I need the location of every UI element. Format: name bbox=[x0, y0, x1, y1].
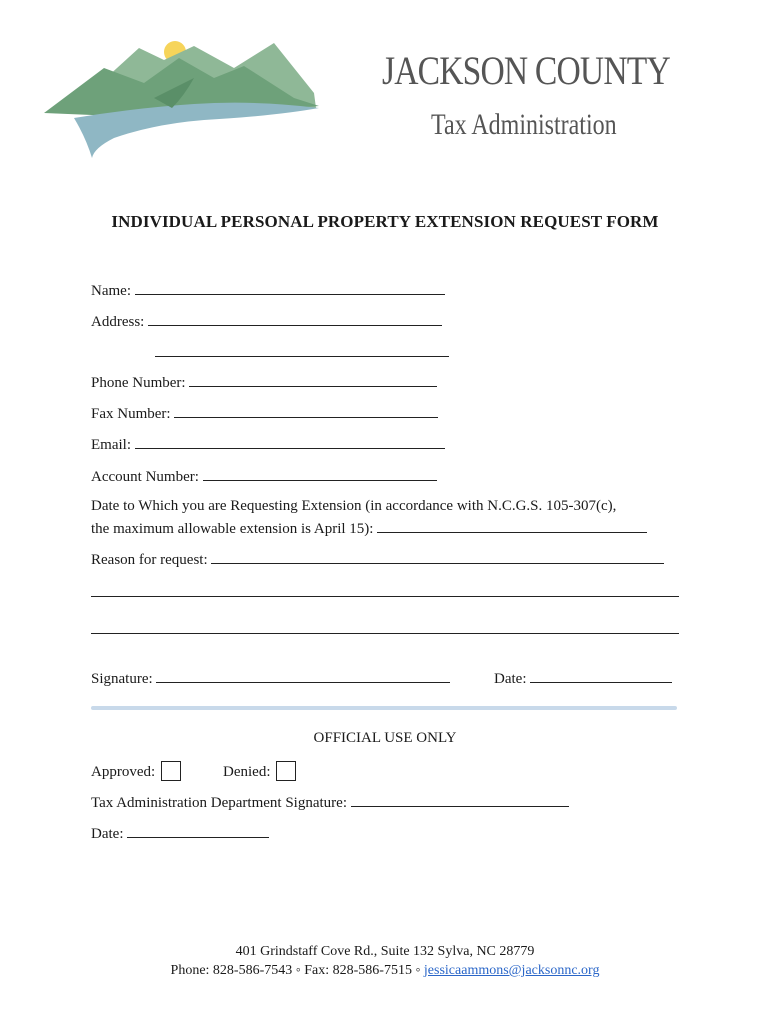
approved-row bbox=[91, 761, 181, 781]
extension-line-1: Date to Which you are Requesting Extension (in accordance with N.C.G.S. 105-307(c), bbox=[91, 498, 617, 514]
dept-signature-field[interactable] bbox=[351, 792, 569, 807]
phone-field[interactable] bbox=[189, 372, 437, 387]
fax-row bbox=[91, 403, 438, 423]
name-label: Name: bbox=[91, 283, 131, 299]
phone-row bbox=[91, 372, 437, 392]
address-label: Address: bbox=[91, 314, 145, 330]
date-field[interactable] bbox=[530, 668, 672, 683]
extension-date-field[interactable] bbox=[377, 518, 647, 533]
footer-contact bbox=[0, 963, 770, 979]
reason-row bbox=[91, 549, 664, 569]
approved-checkbox[interactable] bbox=[161, 761, 181, 781]
email-field[interactable] bbox=[135, 434, 445, 449]
phone-label: Phone Number: bbox=[91, 375, 186, 391]
address-field-1[interactable] bbox=[148, 311, 442, 326]
brand-subtitle: Tax Administration bbox=[431, 108, 617, 141]
email-label: Email: bbox=[91, 437, 131, 453]
footer-email-link[interactable]: jessicaammons@jacksonnc.org bbox=[423, 963, 600, 978]
official-use-heading: OFFICIAL USE ONLY bbox=[313, 730, 457, 746]
account-field[interactable] bbox=[203, 466, 437, 481]
county-logo bbox=[44, 38, 324, 160]
extension-row bbox=[91, 518, 647, 538]
signature-field[interactable] bbox=[156, 668, 450, 683]
extension-label: the maximum allowable extension is April 15): bbox=[91, 521, 374, 537]
account-label: Account Number: bbox=[91, 469, 199, 485]
brand-name: JACKSON COUNTY bbox=[382, 48, 670, 93]
date-row bbox=[494, 668, 672, 688]
section-divider bbox=[91, 706, 677, 710]
reason-field-2[interactable] bbox=[91, 596, 679, 597]
name-field[interactable] bbox=[135, 280, 445, 295]
footer-phone-fax: Phone: 828-586-7543 ◦ Fax: 828-586-7515 ◦ bbox=[170, 963, 424, 978]
official-date-field[interactable] bbox=[127, 823, 269, 838]
approved-label: Approved: bbox=[91, 764, 156, 780]
reason-field-3[interactable] bbox=[91, 633, 679, 634]
reason-label: Reason for request: bbox=[91, 552, 208, 568]
address-row bbox=[91, 311, 442, 331]
fax-label: Fax Number: bbox=[91, 406, 171, 422]
brand-block bbox=[382, 42, 682, 141]
signature-row bbox=[91, 668, 450, 688]
dept-signature-row bbox=[91, 792, 569, 812]
signature-label: Signature: bbox=[91, 671, 153, 687]
name-row bbox=[91, 280, 445, 300]
official-date-row bbox=[91, 823, 269, 843]
email-row bbox=[91, 434, 445, 454]
footer-address: 401 Grindstaff Cove Rd., Suite 132 Sylva, NC 28779 bbox=[235, 944, 535, 959]
denied-checkbox[interactable] bbox=[276, 761, 296, 781]
official-date-label: Date: bbox=[91, 826, 124, 842]
fax-field[interactable] bbox=[174, 403, 438, 418]
form-title: INDIVIDUAL PERSONAL PROPERTY EXTENSION REQUEST FORM bbox=[111, 212, 659, 231]
denied-row bbox=[223, 761, 296, 781]
address-field-2[interactable] bbox=[155, 356, 449, 357]
denied-label: Denied: bbox=[223, 764, 271, 780]
account-row bbox=[91, 466, 437, 486]
dept-signature-label: Tax Administration Department Signature: bbox=[91, 795, 347, 811]
date-label: Date: bbox=[494, 671, 527, 687]
reason-field-1[interactable] bbox=[211, 549, 664, 564]
